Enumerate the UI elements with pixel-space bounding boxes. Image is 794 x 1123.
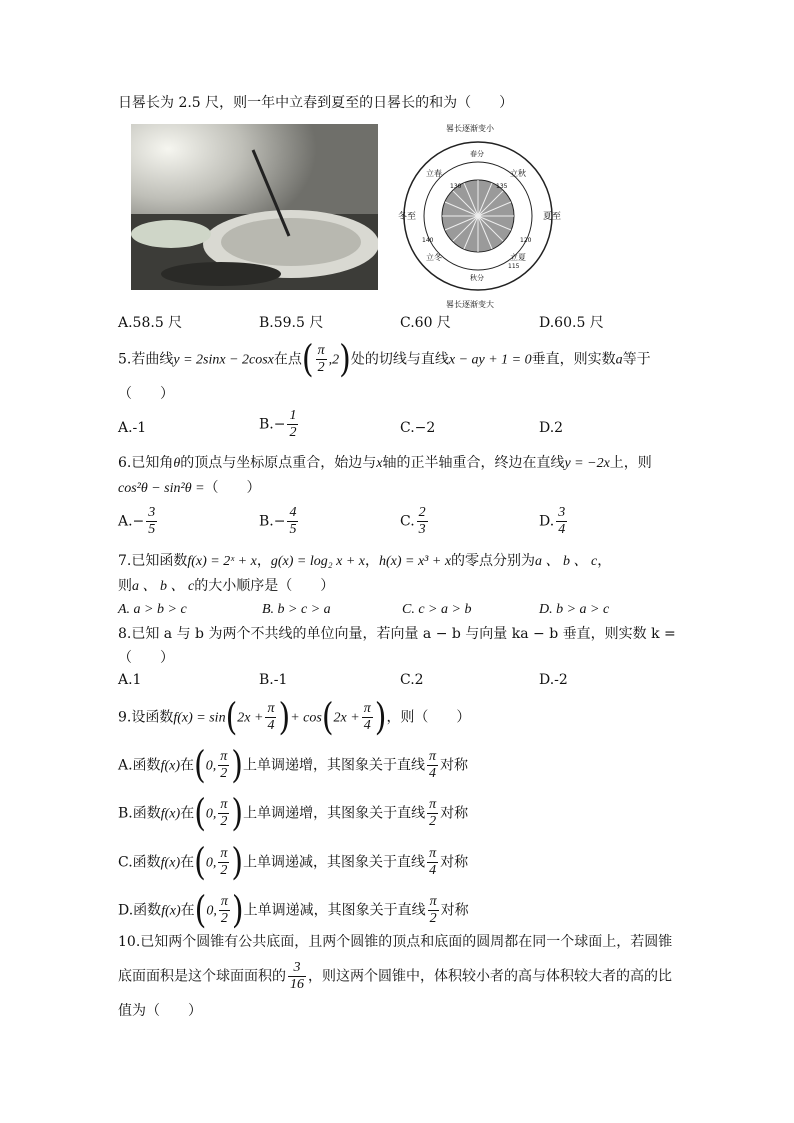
- q7-option-b: B. b > c > a: [262, 602, 331, 617]
- question-10-line3: 值为（ ）: [118, 1003, 202, 1019]
- dial-label-lichun: 立春: [426, 169, 442, 178]
- question-8: 8.已知 a 与 b 为两个不共线的单位向量，若向量 a − b 与向量 ka − b 垂直，则实数 k =: [118, 626, 676, 642]
- dial-label-lidong: 立冬: [426, 253, 442, 262]
- dial-label-liqiu: 立秋: [510, 169, 526, 178]
- q8-option-c: C.2: [400, 672, 424, 688]
- question-4-stem: 日晷长为 2.5 尺，则一年中立春到夏至的日晷长的和为（ ）: [118, 95, 514, 111]
- q6-option-b: B.− $\frac{4}{5}$: [259, 505, 297, 537]
- dial-label-lixia: 立夏: [510, 253, 526, 262]
- dial-label-qiufen: 秋分: [470, 274, 484, 282]
- q7-line2: 则a 、 b 、 c的大小顺序是（ ）: [118, 578, 335, 594]
- q7-option-a: A. a > b > c: [118, 602, 187, 617]
- dial-label-115: 115: [508, 263, 520, 270]
- q9-option-c: C.函数f(x)在(0, $\frac{\pi}{2}$ )上单调递减，其图象关于直线 $\frac{\pi}{4}$ 对称: [118, 840, 469, 884]
- dial-label-winter: 冬至: [398, 212, 417, 222]
- q6-option-c: C. $\frac{2}{3}$: [400, 505, 426, 537]
- q8-option-d: D.-2: [539, 672, 568, 688]
- question-5: 5.若曲线y = 2sinx − 2cosx在点( $\frac{\pi}{2}$ ,2)处的切线与直线x − ay + 1 = 0垂直，则实数a等于: [118, 337, 651, 381]
- q6-option-d: D. $\frac{3}{4}$: [539, 505, 566, 537]
- q8-option-b: B.-1: [259, 672, 288, 688]
- q4-option-d: D.60.5 尺: [539, 315, 604, 331]
- q8-option-a: A.1: [118, 672, 142, 688]
- dial-label-summer: 夏至: [543, 212, 562, 222]
- q7-option-d: D. b > a > c: [539, 602, 610, 617]
- dial-bottom-label: 晷长逐渐变大: [446, 300, 494, 309]
- dial-label-chunfen: 春分: [470, 150, 484, 158]
- q5-option-c: C.−2: [400, 420, 436, 436]
- q4-option-a: A.58.5 尺: [118, 315, 183, 331]
- dial-top-label: 晷长逐渐变小: [446, 124, 494, 133]
- q9-option-a: A.函数f(x)在(0, $\frac{\pi}{2}$ )上单调递增，其图象关于直线 $\frac{\pi}{4}$ 对称: [118, 743, 468, 787]
- q9-option-d: D.函数f(x)在(0, $\frac{\pi}{2}$ )上单调递减，其图象关于直线 $\frac{\pi}{2}$ 对称: [118, 888, 469, 932]
- q4-option-b: B.59.5 尺: [259, 315, 324, 331]
- q7-option-c: C. c > a > b: [402, 602, 472, 617]
- q5-option-a: A.-1: [118, 420, 147, 436]
- question-6: 6.已知角θ的顶点与坐标原点重合，始边与x轴的正半轴重合，终边在直线y = −2x上，则: [118, 455, 652, 471]
- q5-option-d: D.2: [539, 420, 564, 436]
- dial-label-120: 120: [520, 237, 532, 244]
- question-9: 9.设函数f(x) = sin(2x + $\frac{\pi}{4}$ )+ cos(2x + $\frac{\pi}{4}$ )，则（ ）: [118, 695, 471, 739]
- q6-option-a: A.− $\frac{3}{5}$: [118, 505, 156, 537]
- dial-label-130: 130: [450, 183, 462, 190]
- question-10-line1: 10.已知两个圆锥有公共底面，且两个圆锥的顶点和底面的圆周都在同一个球面上，若圆锥: [118, 934, 673, 950]
- question-7: 7.已知函数f(x) = 2ˣ + x，g(x) = log₂ x + x，h(x) = x³ + x的零点分别为a 、 b 、 c，: [118, 553, 612, 569]
- q5-option-b: B.− $\frac{1}{2}$: [259, 408, 297, 440]
- q8-blank: （ ）: [118, 650, 174, 666]
- dial-label-140: 140: [422, 237, 434, 244]
- sundial-photo: [131, 124, 378, 290]
- sundial-diagram: [398, 118, 570, 310]
- dial-label-135: 135: [496, 183, 508, 190]
- q9-option-b: B.函数f(x)在(0, $\frac{\pi}{2}$ )上单调递增，其图象关于直线 $\frac{\pi}{2}$ 对称: [118, 791, 469, 835]
- q4-option-c: C.60 尺: [400, 315, 451, 331]
- q5-blank: （ ）: [118, 386, 174, 402]
- question-10-line2: 底面面积是这个球面面积的 $\frac{3}{16}$ ，则这两个圆锥中，体积较小者的高与体积较大者的高的比: [118, 960, 672, 992]
- q6-expression: cos²θ − sin²θ =（ ）: [118, 480, 261, 496]
